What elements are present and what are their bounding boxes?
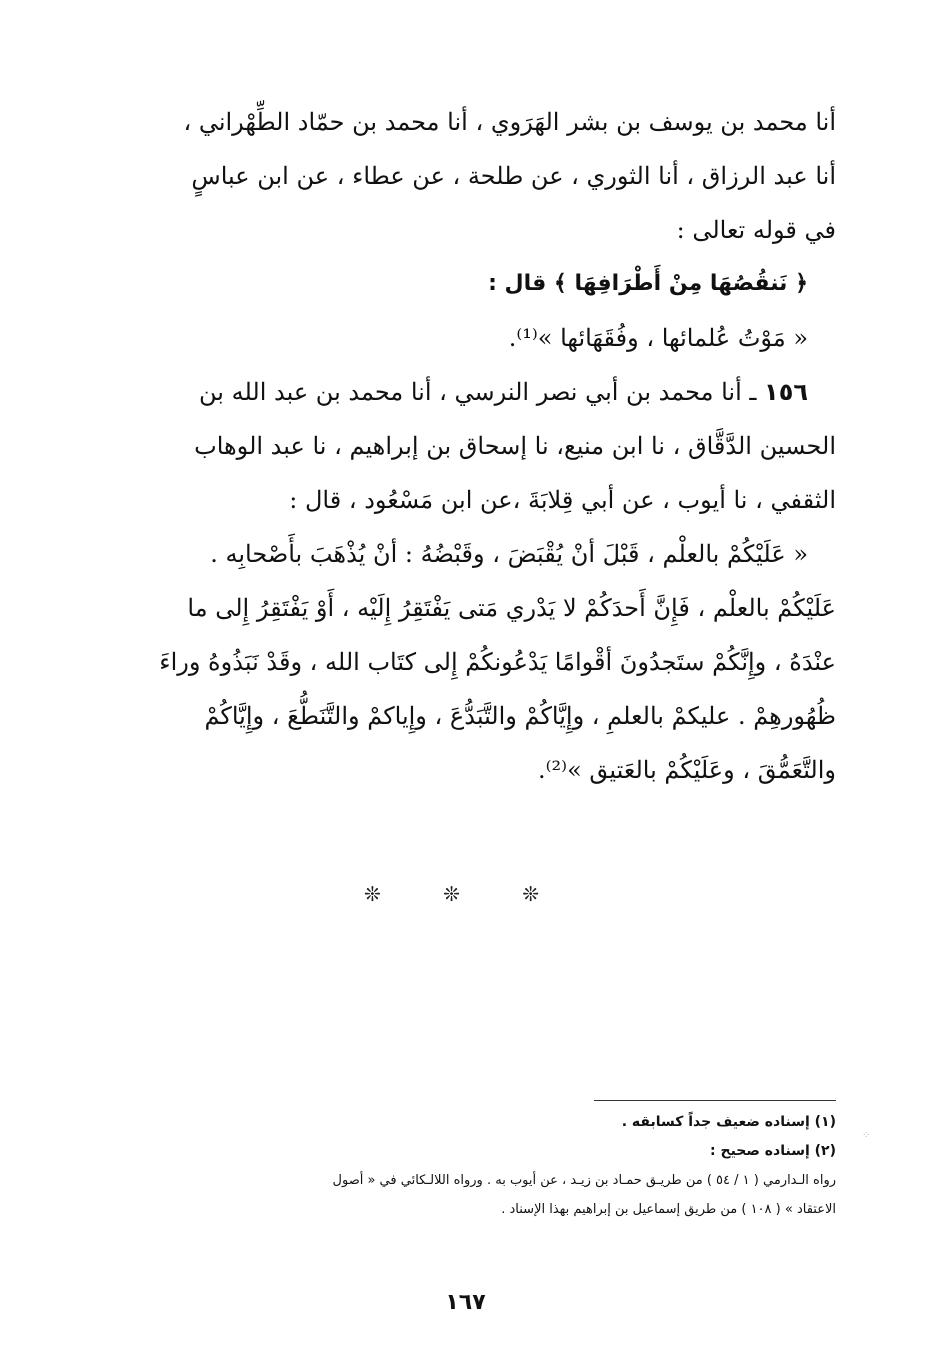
text-line: في قوله تعالى : [676,216,836,244]
footnote-2-line: الاعتقاد » ( ١٠٨ ) من طريق إسماعيل بن إبراهيم بهذا الإسناد . [501,1202,836,1217]
athar-quote-line: « مَوْتُ عُلمائها ، وفُقَهَائها »⁽¹⁾. [508,324,808,352]
footnote-1: (١) إسناده ضعيف جداً كسابقه . [621,1114,836,1130]
page-number: ١٦٧ [445,1290,486,1315]
hadith-quote-line: عنْدَهُ ، وإِنَّكُمْ ستَجدُونَ أقْوامًا يَدْعُونكُمْ إِلى كتَاب الله ، وقَدْ نَبَذُوهُ وراءَ [159,648,836,676]
text-line: أنا محمد بن يوسف بن بشر الهَرَوي ، أنا محمد بن حمّاد الطِّهْراني ، [183,108,836,136]
main-text-block [98,95,836,797]
hadith-number: ١٥٦ [764,378,808,406]
text-line: ـ أنا محمد بن أبي نصر النرسي ، أنا محمد بن عبد الله بن [199,378,757,406]
quran-verse-line: ﴿ نَنقُصُهَا مِنْ أَطْرَافِهَا ﴾ قال : [488,271,808,296]
text-line: الحسين الدَّقَّاق ، نا ابن منيع، نا إسحاق بن إبراهيم ، نا عبد الوهاب [194,432,836,460]
hadith-quote-line: والتَّعَمُّقَ ، وعَلَيْكُمْ بالعَتيق »⁽²⁾. [538,756,836,784]
hadith-quote-line: عَلَيْكُمْ بالعلْم ، فَإِنَّ أَحدَكُمْ لا يَدْري مَتى يَفْتَقِرُ إِلَيْه ، أَوْ يَفْتَقِرُ إِلى ما [187,594,836,622]
section-separator: ❊ ❊ ❊ [364,882,567,906]
footnote-divider [594,1100,836,1101]
footnote-2-line: رواه الـدارمي ( ١ / ٥٤ ) من طريـق حمـاد بن زيـد ، عن أيوب به . ورواه اللالـكائي في « أصول [332,1173,836,1188]
footnote-2-title: (٢) إسناده صحيح : [710,1143,836,1159]
footnotes-block [98,1108,836,1224]
text-line: الثقفي ، نا أيوب ، عن أبي قِلابَةَ ،عن ابن مَسْعُود ، قال : [289,486,836,514]
margin-mark: ⁘ [862,1130,871,1141]
hadith-header-line [98,365,836,419]
hadith-quote-line: ظُهُورهِمْ . عليكمْ بالعلمِ ، وإِيَّاكُمْ والتَّبَدُّعَ ، وإِياكمْ والتَّنَطُّعَ ، وإِيَّاكُمْ [204,702,836,730]
text-line: أنا عبد الرزاق ، أنا الثوري ، عن طلحة ، عن عطاء ، عن ابن عباسٍ [191,162,836,190]
hadith-quote-line: « عَلَيْكُمْ بالعلْم ، قَبْلَ أنْ يُقْبَضَ ، وقَبْضُهُ : أنْ يُذْهَبَ بأَصْحابِه . [210,540,808,568]
